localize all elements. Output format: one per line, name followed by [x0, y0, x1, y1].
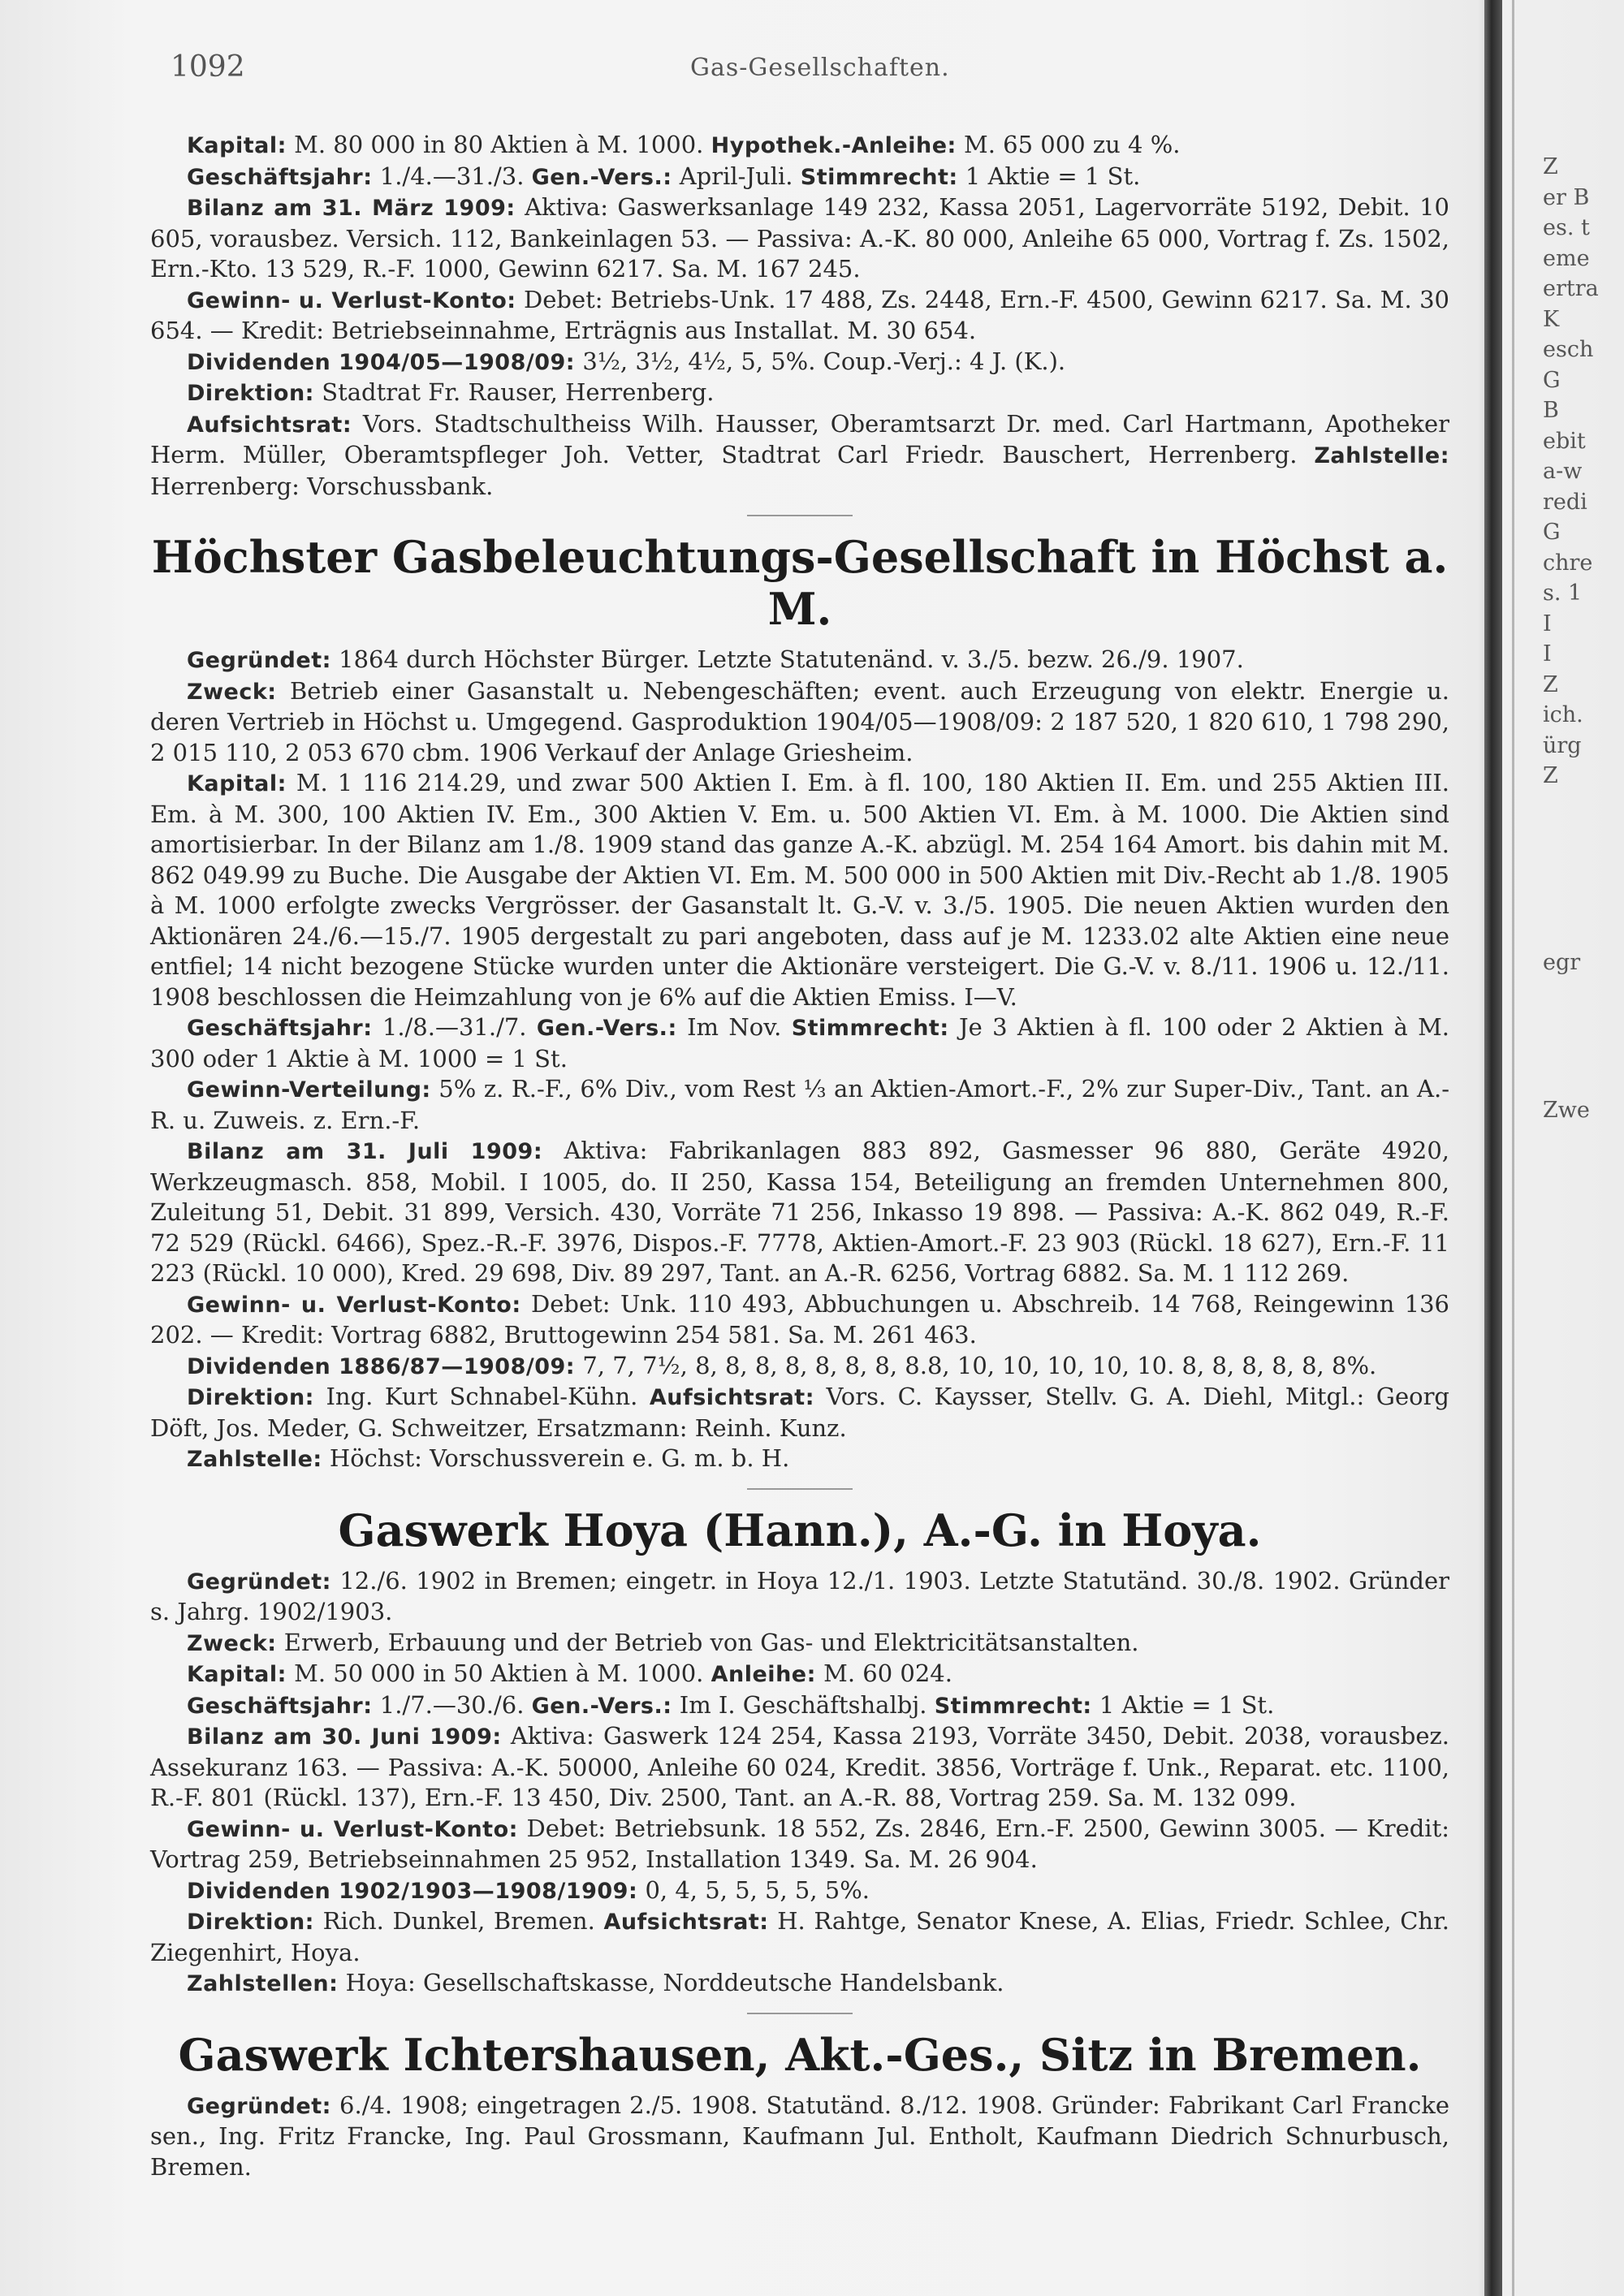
- company-title: Gaswerk Hoya (Hann.), A.-G. in Hoya.: [338, 1504, 1262, 1556]
- running-head: Gas-Gesellschaften.: [690, 54, 950, 82]
- field-text: Im I. Geschäftshalbj.: [672, 1690, 935, 1719]
- field-text: Im Nov.: [676, 1013, 792, 1041]
- adjacent-text-fragment: Zwe: [1543, 1098, 1590, 1123]
- entry-paragraph: [150, 1351, 1449, 1383]
- entry-paragraph: [150, 1289, 1449, 1351]
- field-label: Kapital:: [187, 133, 287, 158]
- field-text: M. 65 000 zu 4 %.: [956, 131, 1181, 158]
- entry-paragraph: [150, 378, 1449, 409]
- field-label: Stimmrecht:: [934, 1693, 1092, 1719]
- field-label: Aufsichtsrat:: [603, 1910, 769, 1935]
- field-label: Gewinn- u. Verlust-Konto:: [187, 1816, 518, 1842]
- field-label: Bilanz am 30. Juni 1909:: [187, 1724, 502, 1750]
- entry-paragraph: [150, 162, 1449, 193]
- field-label: Zweck:: [187, 1630, 277, 1656]
- field-label: Kapital:: [187, 1662, 287, 1687]
- field-label: Gewinn- u. Verlust-Konto:: [187, 1292, 521, 1318]
- adjacent-text-fragment: G: [1543, 520, 1561, 545]
- field-label: Zweck:: [187, 679, 277, 705]
- entry-paragraph: [150, 285, 1449, 347]
- field-text: H. Rahtge, Senator Knese, A. Elias, Friedr. Schlee, Chr. Ziegenhirt, Hoya.: [150, 1907, 1449, 1966]
- field-text: Aktiva: Fabrikanlagen 883 892, Gasmesser 96 880, Geräte 4920, Werkzeugmasch. 858, Mobil. I 1005, do. II 250, Kassa 154, Beteiligung an fremden Unternehmen 800, Zuleitung 51, Debit. 31 899, Versich. 430, Vorräte 71 256, Inkasso 19 898. — Passiva: A.-K. 862 049, R.-F. 72 529 (Rückl. 6466), Spez.-R.-F. 3976, Dispos.-F. 7778, Aktien-Amort.-F. 23 903 (Rückl. 18 627), Ern.-F. 11 223 (Rückl. 10 000), Kred. 29 698, Div. 89 297, Tant. an A.-R. 6256, Vortrag 6882. Sa. M. 1 112 269.: [150, 1137, 1449, 1287]
- field-label: Zahlstellen:: [187, 1971, 339, 1996]
- field-label: Stimmrecht:: [791, 1016, 949, 1041]
- field-label: Aufsichtsrat:: [649, 1385, 815, 1410]
- field-text: Rich. Dunkel, Bremen.: [313, 1907, 604, 1935]
- entry-paragraph: [150, 1074, 1449, 1136]
- field-text: Ing. Kurt Schnabel-Kühn.: [313, 1383, 650, 1410]
- field-text: 3½, 3½, 4½, 5, 5%. Coup.-Verj.: 4 J. (K.).: [575, 347, 1066, 375]
- entry-paragraph: [150, 645, 1449, 676]
- section-separator: [747, 2013, 853, 2014]
- entry-paragraph: [150, 130, 1449, 162]
- adjacent-text-fragment: ürg: [1543, 733, 1582, 758]
- field-label: Direktion:: [187, 1385, 314, 1410]
- entry-paragraph: [150, 347, 1449, 378]
- entry-paragraph: [150, 1628, 1449, 1659]
- field-text: M. 60 024.: [815, 1659, 952, 1687]
- entry-paragraph: [150, 676, 1449, 769]
- adjacent-text-fragment: a-w: [1543, 459, 1583, 484]
- company-title: Gaswerk Ichtershausen, Akt.-Ges., Sitz in Bremen.: [178, 2028, 1422, 2081]
- field-text: Debet: Unk. 110 493, Abbuchungen u. Abschreib. 14 768, Reingewinn 136 202. — Kredit: Vortrag 6882, Bruttogewinn 254 581. Sa. M. 261 463.: [150, 1289, 1449, 1349]
- field-text: 12./6. 1902 in Bremen; eingetr. in Hoya 12./1. 1903. Letzte Statutänd. 30./8. 1902. Gründer s. Jahrg. 1902/1903.: [150, 1566, 1449, 1625]
- adjacent-text-fragment: es. t: [1543, 215, 1590, 240]
- adjacent-text-fragment: Z: [1543, 154, 1558, 179]
- entry-paragraph: [150, 1814, 1449, 1875]
- field-text: Stadtrat Fr. Rauser, Herrenberg.: [313, 378, 715, 406]
- entry-paragraph: [150, 2091, 1449, 2183]
- field-text: Vors. C. Kaysser, Stellv. G. A. Diehl, Mitgl.: Georg Döft, Jos. Meder, G. Schweitzer, Ersatzmann: Reinh. Kunz.: [150, 1383, 1449, 1442]
- field-label: Gewinn-Verteilung:: [187, 1077, 431, 1103]
- field-text: Hoya: Gesellschaftskasse, Norddeutsche Handelsbank.: [338, 1969, 1004, 1996]
- field-label: Dividenden 1904/05—1908/09:: [187, 349, 576, 375]
- field-label: Gen.-Vers.:: [536, 1016, 677, 1041]
- field-label: Geschäftsjahr:: [187, 164, 373, 190]
- field-label: Bilanz am 31. März 1909:: [187, 196, 516, 221]
- entry-paragraph: [150, 768, 1449, 1012]
- entry-paragraph: [150, 1444, 1449, 1475]
- adjacent-text-fragment: er B: [1543, 185, 1590, 210]
- entry-paragraph: [150, 1382, 1449, 1444]
- page-number: 1092: [171, 50, 245, 84]
- entry-paragraph: [150, 1012, 1449, 1074]
- field-label: Direktion:: [187, 381, 314, 406]
- field-label: Kapital:: [187, 771, 287, 796]
- field-text: Aktiva: Gaswerk 124 254, Kassa 2193, Vorräte 3450, Debit. 2038, vorausbez. Assekuranz 163. — Passiva: A.-K. 50000, Anleihe 60 024, Kredit. 3856, Vorträge f. Unk., Reparat. etc. 1100, R.-F. 801 (Rückl. 137), Ern.-F. 13 450, Div. 2500, Tant. an A.-R. 88, Vortrag 259. Sa. M. 132 099.: [150, 1722, 1449, 1811]
- adjacent-text-fragment: B: [1543, 398, 1559, 423]
- field-label: Aufsichtsrat:: [187, 412, 352, 438]
- adjacent-text-fragment: Z: [1543, 672, 1558, 697]
- entry-paragraph: [150, 1690, 1449, 1722]
- entry-paragraph: [150, 1906, 1449, 1968]
- adjacent-text-fragment: Z: [1543, 763, 1558, 788]
- field-text: Herrenberg: Vorschussbank.: [150, 472, 494, 500]
- field-label: Gewinn- u. Verlust-Konto:: [187, 287, 516, 313]
- entry-paragraph: [150, 1968, 1449, 2000]
- section-separator: [747, 1488, 853, 1490]
- field-text: M. 1 116 214.29, und zwar 500 Aktien I. Em. à fl. 100, 180 Aktien II. Em. und 255 Aktien III. Em. à M. 300, 100 Aktien IV. Em., 300 Aktien V. Em. u. 500 Aktien VI. Em. à M. 1000. Die Aktien sind amortisierbar. In der Bilanz am 1./8. 1909 stand das ganze A.-K. abzügl. M. 254 164 Amort. bis dahin mit M. 862 049.99 zu Buche. Die Ausgabe der Aktien VI. Em. M. 500 000 in 500 Aktien mit Div.-Recht ab 1./8. 1905 à M. 1000 erfolgte zwecks Vergrösser. der Gasanstalt lt. G.-V. v. 3./5. 1905. Die neuen Aktien wurden den Aktionären 24./6.—15./7. 1905 dergestalt zu pari angeboten, dass auf je M. 1233.02 alte Aktien eine neue entfiel; 14 nicht bezogene Stücke wurden unter die Aktionäre versteigert. Die G.-V. v. 8./11. 1906 u. 12./11. 1908 beschlossen die Heimzahlung von je 6% auf die Aktien Emiss. I—V.: [150, 769, 1449, 1011]
- field-label: Dividenden 1902/1903—1908/1909:: [187, 1878, 638, 1904]
- field-text: M. 80 000 in 80 Aktien à M. 1000.: [286, 131, 711, 158]
- adjacent-text-fragment: eme: [1543, 246, 1590, 271]
- entry-paragraph: [150, 1721, 1449, 1814]
- adjacent-text-fragment: ertra: [1543, 276, 1599, 301]
- text-column: [150, 130, 1449, 2182]
- field-text: Erwerb, Erbauung und der Betrieb von Gas- und Elektricitätsanstalten.: [276, 1628, 1139, 1656]
- adjacent-text-fragment: I: [1543, 611, 1552, 637]
- adjacent-text-fragment: I: [1543, 641, 1552, 667]
- field-label: Anleihe:: [710, 1662, 816, 1687]
- field-text: 5% z. R.-F., 6% Div., vom Rest ⅓ an Aktien-Amort.-F., 2% zur Super-Div., Tant. an A.-R. u. Zuweis. z. Ern.-F.: [150, 1075, 1449, 1134]
- field-text: 1 Aktie = 1 St.: [1091, 1690, 1275, 1719]
- entry-paragraph: [150, 192, 1449, 285]
- entry-paragraph: [150, 1659, 1449, 1690]
- adjacent-text-fragment: G: [1543, 368, 1561, 393]
- field-label: Gegründet:: [187, 648, 331, 673]
- field-text: Aktiva: Gaswerksanlage 149 232, Kassa 2051, Lagervorräte 5192, Debit. 10 605, vorausbez. Versich. 112, Bankeinlagen 53. — Passiva: A.-K. 80 000, Anleihe 65 000, Vortrag f. Zs. 1502, Ern.-Kto. 13 529, R.-F. 1000, Gewinn 6217. Sa. M. 167 245.: [150, 193, 1449, 283]
- entry-paragraph: [150, 1566, 1449, 1628]
- page-edge-line: [1512, 0, 1514, 2296]
- field-label: Geschäftsjahr:: [187, 1693, 373, 1719]
- field-label: Gen.-Vers.:: [531, 1693, 672, 1719]
- field-label: Gen.-Vers.:: [531, 164, 672, 190]
- adjacent-text-fragment: s. 1: [1543, 580, 1583, 606]
- adjacent-text-fragment: chre: [1543, 550, 1593, 576]
- adjacent-text-fragment: ebit: [1543, 429, 1586, 454]
- field-text: Debet: Betriebs-Unk. 17 488, Zs. 2448, Ern.-F. 4500, Gewinn 6217. Sa. M. 30 654. — Kredit: Betriebseinnahme, Erträgnis aus Installat. M. 30 654.: [150, 285, 1449, 344]
- field-text: Debet: Betriebsunk. 18 552, Zs. 2846, Ern.-F. 2500, Gewinn 3005. — Kredit: Vortrag 259, Betriebseinnahmen 25 952, Installation 1349. Sa. M. 26 904.: [150, 1814, 1449, 1873]
- field-label: Hypothek.-Anleihe:: [710, 133, 957, 158]
- field-text: 1./7.—30./6.: [372, 1690, 532, 1719]
- field-text: Vors. Stadtschultheiss Wilh. Hausser, Oberamtsarzt Dr. med. Carl Hartmann, Apotheker Herm. Müller, Oberamtspfleger Joh. Vetter, Stadtrat Carl Friedr. Bauschert, Herrenberg.: [150, 409, 1449, 468]
- field-label: Zahlstelle:: [187, 1447, 322, 1472]
- entry-paragraph: [150, 1136, 1449, 1289]
- field-label: Direktion:: [187, 1910, 314, 1935]
- field-text: M. 50 000 in 50 Aktien à M. 1000.: [286, 1659, 711, 1687]
- page-header: [171, 50, 1470, 91]
- binding-gutter: [1484, 0, 1502, 2296]
- field-label: Gegründet:: [187, 2093, 331, 2119]
- adjacent-text-fragment: esch: [1543, 337, 1594, 362]
- field-label: Zahlstelle:: [1314, 443, 1449, 468]
- field-text: Höchst: Vorschussverein e. G. m. b. H.: [322, 1444, 790, 1472]
- field-text: 6./4. 1908; eingetragen 2./5. 1908. Statutänd. 8./12. 1908. Gründer: Fabrikant Carl Francke sen., Ing. Fritz Francke, Ing. Paul Grossmann, Kaufmann Jul. Entholt, Kaufmann Diedrich Schnurbusch, Bremen.: [150, 2091, 1449, 2181]
- field-label: Bilanz am 31. Juli 1909:: [187, 1139, 543, 1164]
- field-label: Dividenden 1886/87—1908/09:: [187, 1353, 576, 1379]
- field-text: 0, 4, 5, 5, 5, 5, 5%.: [637, 1875, 870, 1904]
- field-text: 1 Aktie = 1 St.: [957, 162, 1141, 190]
- field-text: Betrieb einer Gasanstalt u. Nebengeschäften; event. auch Erzeugung von elektr. Energie u. deren Vertrieb in Höchst u. Umgegend. Gasproduktion 1904/05—1908/09: 2 187 520, 1 820 610, 1 798 290, 2 015 110, 2 053 670 cbm. 1906 Verkauf der Anlage Griesheim.: [150, 676, 1449, 766]
- company-title: Höchster Gasbeleuchtungs-Gesellschaft in Höchst a. M.: [151, 531, 1449, 635]
- field-text: 7, 7, 7½, 8, 8, 8, 8, 8, 8, 8, 8.8, 10, 10, 10, 10, 10. 8, 8, 8, 8, 8, 8%.: [575, 1351, 1377, 1379]
- field-label: Stimmrecht:: [800, 164, 958, 190]
- field-label: Gegründet:: [187, 1569, 331, 1595]
- field-text: April-Juli.: [672, 162, 801, 190]
- entry-paragraph: [150, 1875, 1449, 1907]
- field-text: Je 3 Aktien à fl. 100 oder 2 Aktien à M. 300 oder 1 Aktie à M. 1000 = 1 St.: [150, 1013, 1449, 1072]
- adjacent-text-fragment: redi: [1543, 490, 1587, 515]
- adjacent-text-fragment: ich.: [1543, 702, 1583, 727]
- adjacent-text-fragment: K: [1543, 307, 1560, 332]
- entry-paragraph: [150, 409, 1449, 503]
- adjacent-text-fragment: egr: [1543, 950, 1581, 975]
- field-text: 1./4.—31./3.: [372, 162, 532, 190]
- section-separator: [747, 515, 853, 516]
- field-text: 1./8.—31./7.: [372, 1013, 537, 1041]
- field-label: Geschäftsjahr:: [187, 1016, 373, 1041]
- field-text: 1864 durch Höchster Bürger. Letzte Statutenänd. v. 3./5. bezw. 26./9. 1907.: [330, 645, 1244, 673]
